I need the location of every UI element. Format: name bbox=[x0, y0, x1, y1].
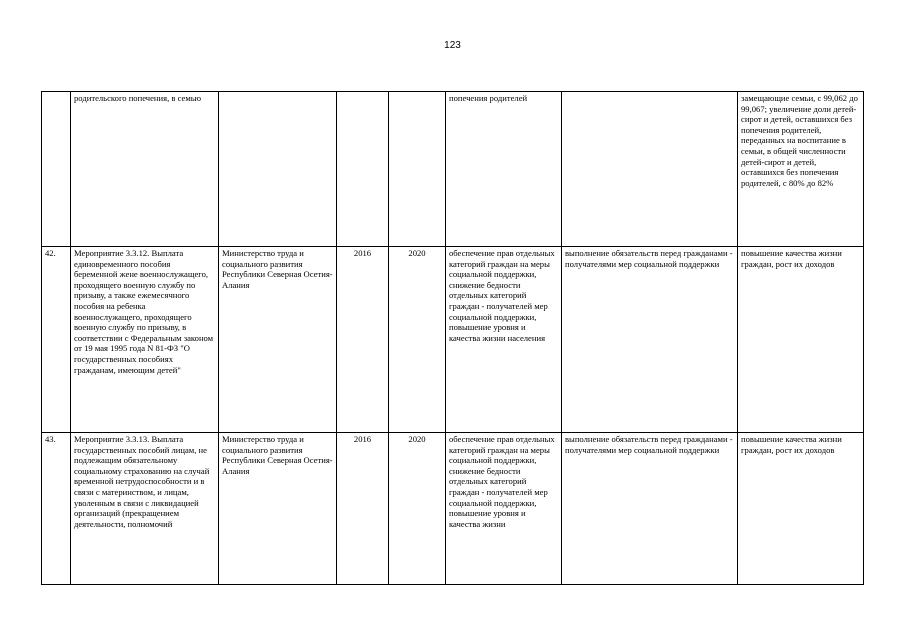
start-year-cell: 2016 bbox=[337, 433, 389, 585]
goal-cell: попечения родителей bbox=[446, 92, 562, 247]
end-year-cell: 2020 bbox=[389, 247, 446, 433]
table-row bbox=[42, 433, 864, 585]
event-cell: Мероприятие 3.3.13. Выплата государственных пособий лицам, не подлежащим обязательному социальному страхованию на случай временной нетрудоспособности и в связи с материнством, и лицам, уволенным в связи с ликвидацией организаций (прекращением деятельности, полномочий bbox=[71, 433, 219, 585]
table-row bbox=[42, 247, 864, 433]
goal-cell: обеспечение прав отдельных категорий граждан на меры социальной поддержки, снижение бедности отдельных категорий граждан - получателей мер социальной поддержки, повышение уровня и качества жизни bbox=[446, 433, 562, 585]
result-cell: повышение качества жизни граждан, рост их доходов bbox=[738, 433, 864, 585]
event-cell: родительского попечения, в семью bbox=[71, 92, 219, 247]
goal-cell: обеспечение прав отдельных категорий граждан на меры социальной поддержки, снижение бедности отдельных категорий граждан - получателей мер социальной поддержки, повышение уровня и качества жизни населения bbox=[446, 247, 562, 433]
row-number: 43. bbox=[42, 433, 71, 585]
start-year-cell bbox=[337, 92, 389, 247]
executor-cell bbox=[219, 92, 337, 247]
result-cell: повышение качества жизни граждан, рост их доходов bbox=[738, 247, 864, 433]
end-year-cell: 2020 bbox=[389, 433, 446, 585]
table-row bbox=[42, 92, 864, 247]
executor-cell: Министерство труда и социального развития Республики Северная Осетия-Алания bbox=[219, 247, 337, 433]
row-number: 42. bbox=[42, 247, 71, 433]
result-cell: замещающие семьи, с 99,062 до 99,067; увеличение доли детей-сирот и детей, оставшихся без попечения родителей, переданных на воспитание в семьи, в общей численности детей-сирот и детей, оставшихся без попечения родителей, с 80% до 82% bbox=[738, 92, 864, 247]
page-number: 123 bbox=[444, 40, 461, 51]
tasks-cell: выполнение обязательств перед гражданами - получателями мер социальной поддержки bbox=[562, 247, 738, 433]
tasks-cell: выполнение обязательств перед гражданами - получателями мер социальной поддержки bbox=[562, 433, 738, 585]
end-year-cell bbox=[389, 92, 446, 247]
measures-table bbox=[41, 91, 864, 585]
start-year-cell: 2016 bbox=[337, 247, 389, 433]
event-cell: Мероприятие 3.3.12. Выплата единовременного пособия беременной жене военнослужащего, проходящего военную службу по призыву, а также ежемесячного пособия на ребенка военнослужащего, проходящего военную службу по призыву, в соответствии с Федеральным законом от 19 мая 1995 года N 81-ФЗ "О государственных пособиях гражданам, имеющим детей" bbox=[71, 247, 219, 433]
tasks-cell bbox=[562, 92, 738, 247]
executor-cell: Министерство труда и социального развития Республики Северная Осетия-Алания bbox=[219, 433, 337, 585]
row-number bbox=[42, 92, 71, 247]
